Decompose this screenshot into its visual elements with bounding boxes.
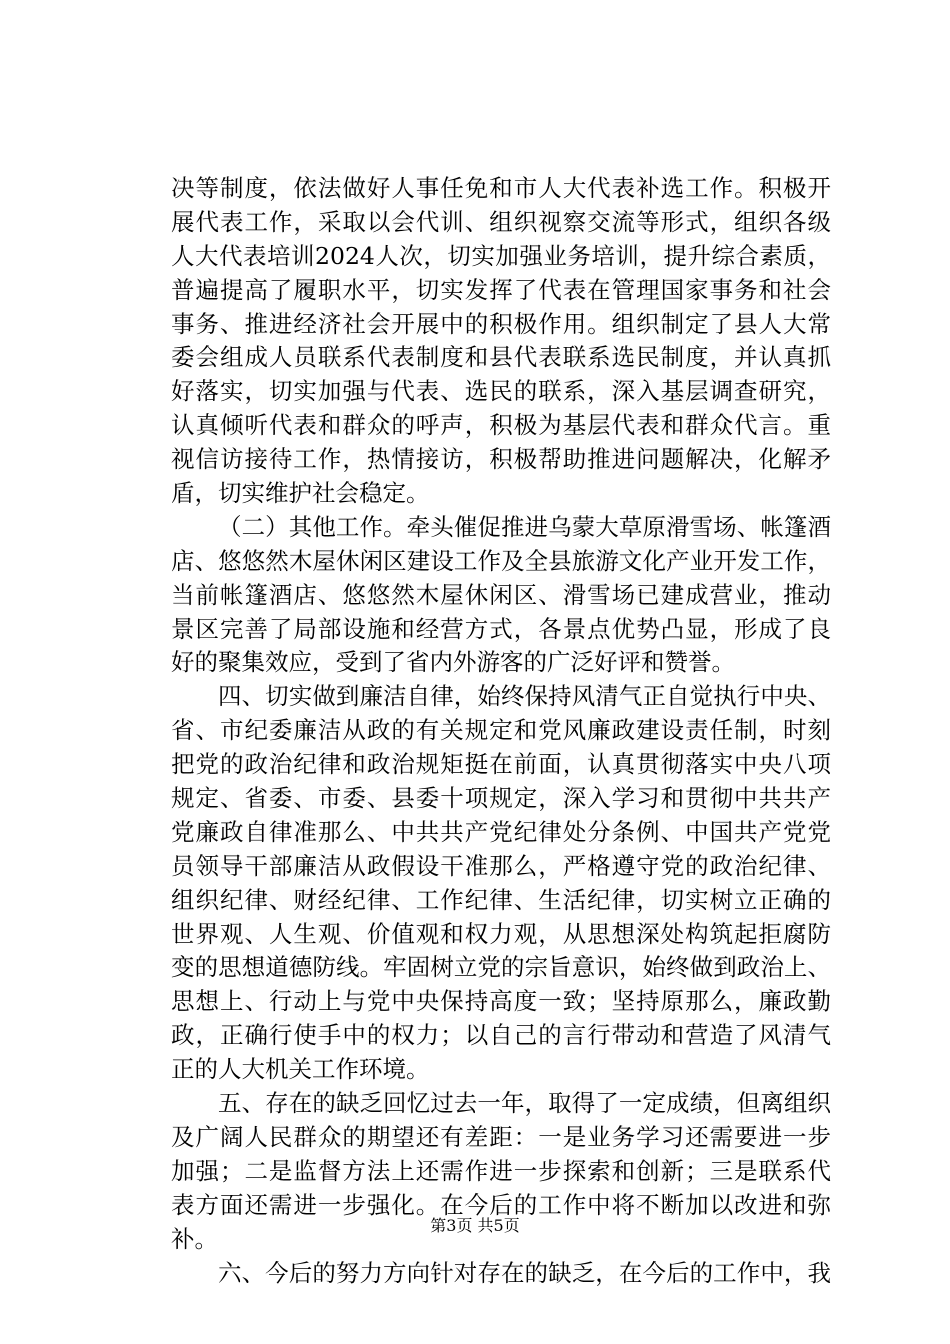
text-line: 党廉政自律准那么、中共共产党纪律处分条例、中国共产党党 (171, 817, 831, 846)
text-line: 普遍提高了履职水平，切实发挥了代表在管理国家事务和社会 (171, 275, 831, 304)
text-line: 六、今后的努力方向针对存在的缺乏，在今后的工作中，我 (218, 1258, 831, 1287)
text-line: 当前帐篷酒店、悠悠然木屋休闲区、滑雪场已建成营业，推动 (171, 580, 831, 609)
text-line: 展代表工作，采取以会代训、组织视察交流等形式，组织各级 (171, 207, 831, 236)
text-line: 正的人大机关工作环境。 (171, 1055, 430, 1084)
text-line: 世界观、人生观、价值观和权力观，从思想深处构筑起拒腐防 (171, 919, 831, 948)
text-line: 变的思想道德防线。牢固树立党的宗旨意识，始终做到政治上、 (171, 953, 831, 982)
text-line: 盾，切实维护社会稳定。 (171, 479, 430, 508)
text-line: 及广阔人民群众的期望还有差距：一是业务学习还需要进一步 (171, 1122, 831, 1151)
text-line: 思想上、行动上与党中央保持高度一致；坚持原那么，廉政勤 (171, 987, 831, 1016)
page-number-label: 第3页 共5页 (430, 1216, 520, 1235)
text-line: 规定、省委、市委、县委十项规定，深入学习和贯彻中共共产 (171, 784, 831, 813)
text-line: 政，正确行使手中的权力；以自己的言行带动和营造了风清气 (171, 1021, 831, 1050)
text-line: 加强；二是监督方法上还需作进一步探索和创新；三是联系代 (171, 1156, 831, 1185)
text-line: 景区完善了局部设施和经营方式，各景点优势凸显，形成了良 (171, 614, 831, 643)
text-line: 补。 (171, 1224, 218, 1253)
text-line: （二）其他工作。牵头催促推进乌蒙大草原滑雪场、帐篷酒 (218, 512, 831, 541)
text-line: 四、切实做到廉洁自律，始终保持风清气正自觉执行中央、 (218, 682, 831, 711)
page-footer (0, 1215, 950, 1237)
text-line: 组织纪律、财经纪律、工作纪律、生活纪律，切实树立正确的 (171, 885, 831, 914)
text-line: 视信访接待工作，热情接访，积极帮助推进问题解决，化解矛 (171, 445, 831, 474)
text-line: 把党的政治纪律和政治规矩挺在前面，认真贯彻落实中央八项 (171, 750, 831, 779)
text-line: 店、悠悠然木屋休闲区建设工作及全县旅游文化产业开发工作， (171, 546, 831, 575)
text-line: 好落实，切实加强与代表、选民的联系，深入基层调查研究， (171, 377, 831, 406)
text-line: 事务、推进经济社会开展中的积极作用。组织制定了县人大常 (171, 309, 831, 338)
document-body (171, 172, 831, 1290)
text-line: 表方面还需进一步强化。在今后的工作中将不断加以改进和弥 (171, 1190, 831, 1219)
text-line: 认真倾听代表和群众的呼声，积极为基层代表和群众代言。重 (171, 411, 831, 440)
text-line: 省、市纪委廉洁从政的有关规定和党风廉政建设责任制，时刻 (171, 716, 831, 745)
text-line: 决等制度，依法做好人事任免和市人大代表补选工作。积极开 (171, 174, 831, 202)
text-line: 人大代表培训2024人次，切实加强业务培训，提升综合素质， (171, 241, 831, 270)
text-line: 委会组成人员联系代表制度和县代表联系选民制度，并认真抓 (171, 343, 831, 372)
text-line: 好的聚集效应，受到了省内外游客的广泛好评和赞誉。 (171, 648, 735, 677)
text-line: 员领导干部廉洁从政假设干准那么，严格遵守党的政治纪律、 (171, 851, 831, 880)
text-line: 五、存在的缺乏回忆过去一年，取得了一定成绩，但离组织 (218, 1089, 831, 1118)
